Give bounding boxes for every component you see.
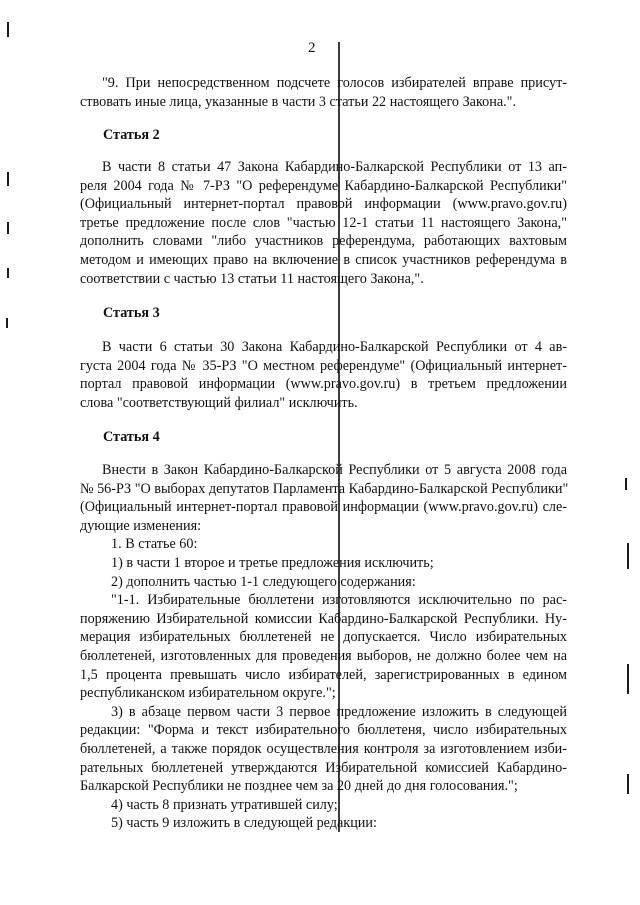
text-line: "9. При непосредственном подсчете голосов избирателей вправе присут- [102, 75, 567, 91]
text-line: В части 8 статьи 47 Закона Кабардино-Балкарской Республики от 13 ап- [102, 159, 567, 175]
text-line: третье предложение после слов "частью 12-1 статьи 11 настоящего Закона," [80, 214, 567, 231]
text-line: соответствии с частью 13 статьи 11 настоящего Закона,". [80, 270, 424, 287]
text-line: слова "соответствующий филиал" исключить. [80, 394, 358, 411]
text-line: ствовать иные лица, указанные в части 3 статьи 22 настоящего Закона.". [80, 93, 517, 110]
text-line: (Официальный интернет-портал правовой информации (www.pravo.gov.ru) сле- [80, 499, 567, 516]
list-item: 1) в части 1 второе и третье предложения исключить; [111, 554, 434, 571]
text-line: редакции: "Форма и текст избирательного бюллетеня, число избирательных [80, 722, 567, 739]
list-item: 4) часть 8 признать утратившей силу; [111, 796, 338, 813]
text-line: дующие изменения: [80, 517, 202, 534]
article-3-body [80, 338, 567, 412]
text-line: "1-1. Избирательные бюллетени изготовляются исключительно по рас- [111, 592, 567, 609]
text-line: бюллетеней, изготовленных для проведения выборов, не должно более чем на [80, 647, 567, 664]
scan-mark-left-3 [7, 222, 9, 234]
text-line: В части 6 статьи 30 Закона Кабардино-Балкарской Республики от 4 ав- [102, 339, 567, 355]
page-number: 2 [308, 40, 316, 56]
text-line: портал правовой информации (www.pravo.gov.ru) в третьем предложении [80, 376, 567, 393]
text-line: 3) в абзаце первом части 3 первое предложение изложить в следующей [111, 703, 567, 720]
text-line: дополнить словами "либо участников референдума, работающих вахтовым [80, 233, 567, 250]
scan-mark-left-2 [7, 172, 9, 186]
scan-mark-left-4 [7, 268, 9, 278]
scan-mark-left-1 [7, 22, 9, 37]
text-line: поряжению Избирательной комиссии Кабардино-Балкарской Республики. Ну- [80, 610, 567, 627]
text-line: (Официальный интернет-портал правовой информации (www.pravo.gov.ru) [80, 196, 567, 213]
list-item: 1. В статье 60: [111, 536, 198, 553]
article-4-heading: Статья 4 [103, 429, 160, 445]
article-4-body [80, 461, 567, 833]
text-line: Внести в Закон Кабардино-Балкарской Республики от 5 августа 2008 года [102, 462, 567, 478]
scan-mark-right-4 [627, 774, 629, 794]
scan-mark-left-5 [6, 318, 8, 328]
text-line: густа 2004 года № 35-РЗ "О местном референдуме" (Официальный интернет- [80, 357, 567, 374]
text-line: 1,5 процента превышать число избирателей, зарегистрированных в едином [80, 666, 567, 683]
text-line: реля 2004 года № 7-РЗ "О референдуме Кабардино-Балкарской Республики" [80, 177, 567, 194]
article-3-heading: Статья 3 [103, 305, 160, 321]
scan-mark-right-2 [627, 543, 629, 569]
scan-mark-right-1 [625, 478, 627, 490]
list-item: 2) дополнить частью 1-1 следующего содержания: [111, 573, 416, 590]
text-line: методом и имеющих право на включение в список участников референдума в [80, 251, 567, 268]
text-line: бюллетеней, а также порядок осуществления контроля за изготовлением изби- [80, 740, 567, 757]
list-item: 5) часть 9 изложить в следующей редакции: [111, 815, 377, 832]
article-2-body [80, 158, 567, 288]
text-line: № 56-РЗ "О выборах депутатов Парламента Кабардино-Балкарской Республики" [80, 480, 569, 497]
text-line: мерация избирательных бюллетеней не допускается. Число избирательных [80, 629, 567, 646]
scan-mark-right-3 [627, 664, 629, 694]
article-2-heading: Статья 2 [103, 127, 160, 143]
paragraph-intro [80, 74, 567, 111]
text-line: республиканском избирательном округе."; [80, 685, 336, 702]
text-line: Балкарской Республики не позднее чем за 20 дней до дня голосования."; [80, 778, 518, 795]
text-line: рательных бюллетеней утверждаются Избирательной комиссией Кабардино- [80, 759, 567, 776]
